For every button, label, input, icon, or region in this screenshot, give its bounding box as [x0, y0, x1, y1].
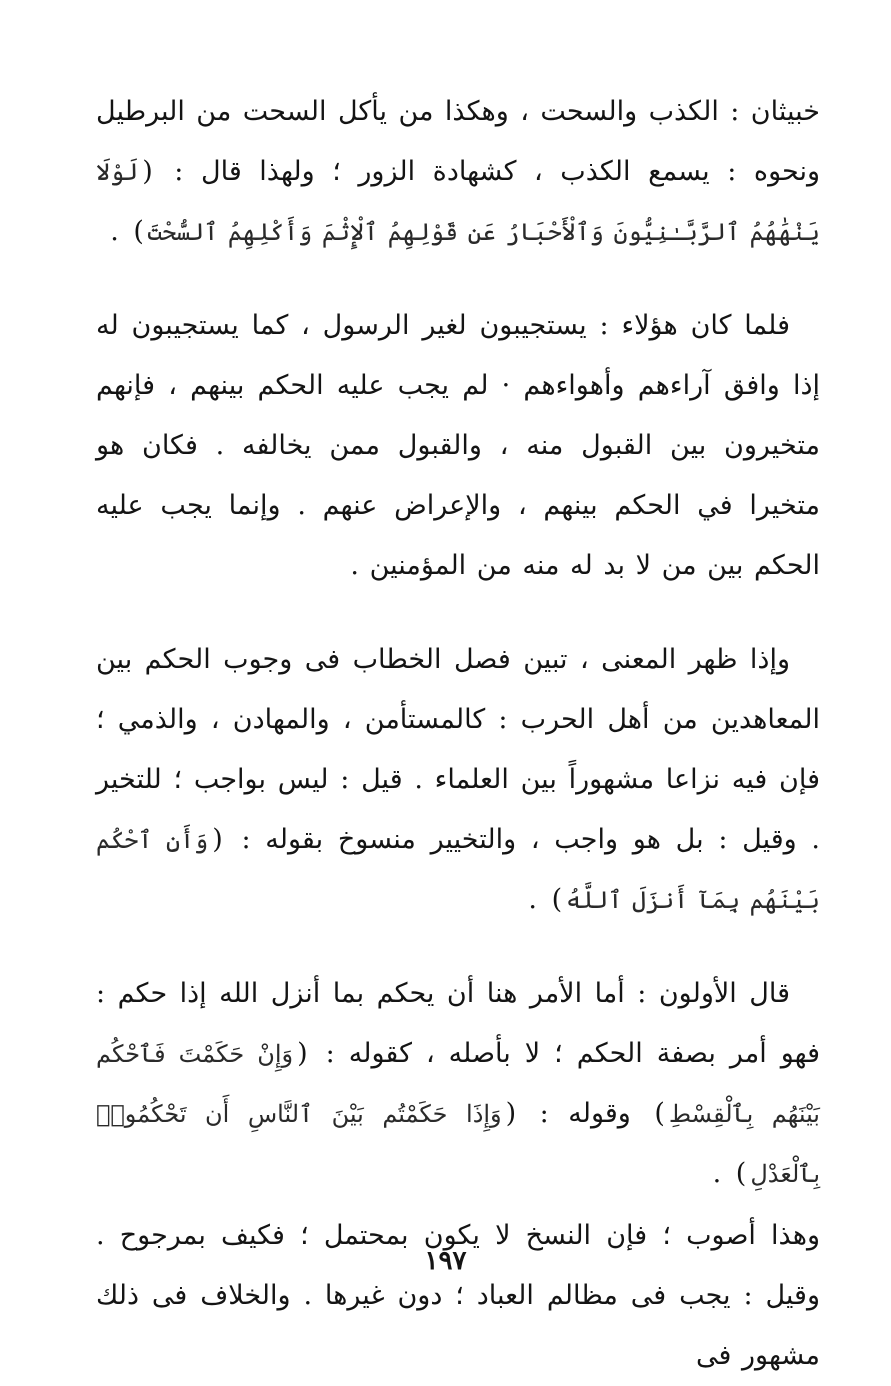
- verse-bracket: ): [735, 1158, 747, 1189]
- verse-bracket: (: [505, 1098, 517, 1129]
- quran-verse: وَأَنِ ٱحْكُم بَيْنَهُم بِمَآ أَنزَلَ ٱللَّهُ: [96, 826, 820, 914]
- paragraph-text: خبيثان : الكذب والسحت ، وهكذا من يأكل السحت من البرطيل ونحوه : يسمع الكذب ، كشهادة الزور ؛ ولهذا قال :: [96, 96, 820, 187]
- quran-verse: وَإِنْ حَكَمْتَ فَٱحْكُم بَيْنَهُم بِٱلْقِسْطِ: [96, 1040, 820, 1128]
- quran-verse: وَإِذَا حَكَمْتُم بَيْنَ ٱلنَّاسِ أَن تَحْكُمُوا۟ بِٱلْعَدْلِ: [96, 1100, 820, 1188]
- paragraph-text: وإذا ظهر المعنى ، تبين فصل الخطاب فى وجوب الحكم بين المعاهدين من أهل الحرب : كالمستأمن ، والمهادن ، والذمي ؛ فإن فيه نزاعا مشهوراً بين العلماء . قيل : ليس بواجب ؛ للتخير . وقيل : بل هو واجب ، والتخيير منسوخ بقوله :: [96, 644, 820, 855]
- document-page: [96, 82, 820, 1371]
- verse-bracket: ): [654, 1098, 665, 1129]
- verse-bracket: (: [142, 156, 153, 187]
- verse-bracket: ): [551, 884, 563, 915]
- paragraph-text: .: [528, 884, 548, 915]
- quran-verse: لَوْلَا يَنْهَٰهُمُ ٱلرَّبَّـٰنِيُّونَ وَٱلْأَحْبَارُ عَن قَوْلِهِمُ ٱلْإِثْمَ وَأَكْلِهِمُ ٱلسُّحْتَ: [96, 158, 820, 246]
- page-number: ١٩٧: [424, 1246, 467, 1276]
- verse-bracket: ): [133, 216, 144, 247]
- paragraph-3: [96, 630, 820, 930]
- paragraph-text: .: [110, 216, 130, 247]
- paragraph-5: [96, 1206, 820, 1386]
- paragraph-1: [96, 82, 820, 262]
- paragraph-text: فلما كان هؤلاء : يستجيبون لغير الرسول ، كما يستجيبون له إذا وافق آراءهم وأهواءهم · لم يجب عليه الحكم بينهم ، فإنهم متخيرون بين القبول منه ، والقبول ممن يخالفه . فكان هو متخيرا في الحكم بينهم ، والإعراض عنهم . وإنما يجب عليه الحكم بين من لا بد له منه من المؤمنين .: [96, 310, 820, 581]
- paragraph-text: .: [712, 1158, 732, 1189]
- paragraph-text: قال الأولون : أما الأمر هنا أن يحكم بما أنزل الله إذا حكم : فهو أمر بصفة الحكم ؛ لا بأصله ، كقوله :: [96, 978, 820, 1069]
- paragraph-text: وقوله :: [520, 1098, 651, 1129]
- verse-bracket: (: [297, 1038, 308, 1069]
- paragraph-2: [96, 296, 820, 596]
- verse-bracket: (: [212, 824, 223, 855]
- paragraph-4: [96, 964, 820, 1204]
- paragraph-text: وهذا أصوب ؛ فإن النسخ لا يكون بمحتمل ؛ فكيف بمرجوح . وقيل : يجب فى مظالم العباد ؛ دون غيرها . والخلاف فى ذلك مشهور فى: [96, 1220, 820, 1371]
